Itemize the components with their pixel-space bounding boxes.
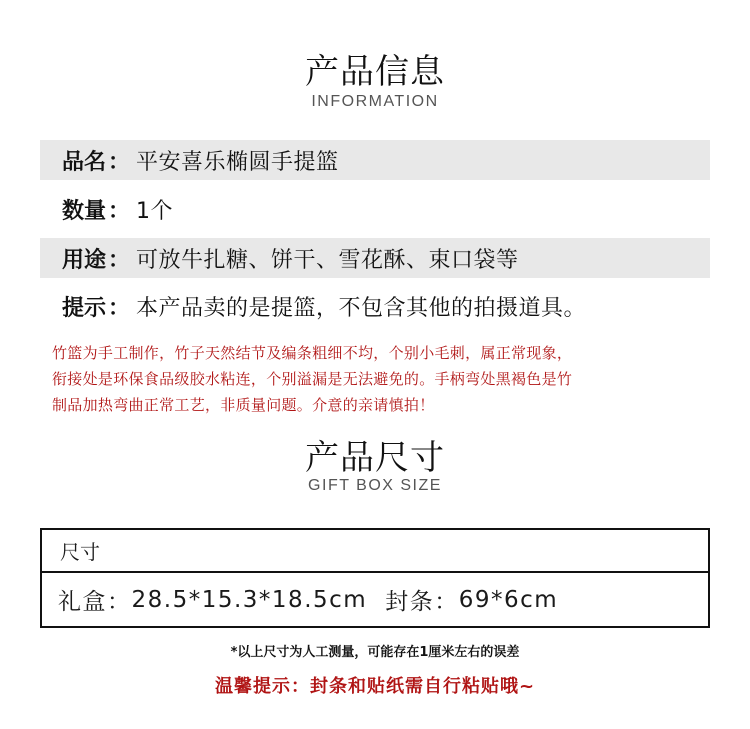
- warm-reminder: 温馨提示：封条和贴纸需自行粘贴哦~: [214, 676, 536, 697]
- measurement-footnote: *以上尺寸为人工测量，可能存在1厘米左右的误差: [230, 645, 520, 660]
- info-label: 品名: [62, 149, 107, 175]
- info-value: 平安喜乐椭圆手提篮: [136, 149, 339, 175]
- info-section-subtitle: INFORMATION: [311, 93, 439, 110]
- notice-line: 制品加热弯曲正常工艺，非质量问题。介意的亲请慎拍！: [52, 396, 435, 414]
- info-separator: ：: [108, 149, 131, 175]
- info-separator: ：: [108, 247, 131, 273]
- info-label: 数量: [62, 198, 107, 224]
- info-row-tip: [40, 286, 710, 326]
- info-value: 本产品卖的是提篮，不包含其他的拍摄道具。: [136, 295, 587, 321]
- size-section-subtitle: GIFT BOX SIZE: [308, 477, 442, 494]
- info-label: 用途: [62, 247, 107, 273]
- seal-label: 封条：: [385, 589, 459, 615]
- info-label: 提示: [62, 295, 107, 321]
- info-row-name: [40, 140, 710, 180]
- info-section-title: 产品信息: [305, 52, 445, 92]
- info-separator: ：: [108, 198, 131, 224]
- size-section-title: 产品尺寸: [305, 438, 445, 478]
- info-row-usage: [40, 238, 710, 278]
- gift-box-label: 礼盒：: [58, 589, 132, 615]
- info-row-quantity: [40, 189, 710, 229]
- gift-box-value: 28.5*15.3*18.5cm: [131, 586, 368, 613]
- notice-line: 竹篮为手工制作，竹子天然结节及编条粗细不均，个别小毛刺，属正常现象，: [52, 344, 573, 362]
- size-table: [40, 528, 710, 628]
- notice-line: 衔接处是环保食品级胶水粘连，个别溢漏是无法避免的。手柄弯处黑褐色是竹: [52, 370, 573, 388]
- size-table-header: 尺寸: [42, 530, 708, 573]
- info-value: 可放牛扎糖、饼干、雪花酥、束口袋等: [136, 247, 519, 273]
- info-separator: ：: [108, 295, 131, 321]
- seal-value: 69*6cm: [458, 586, 559, 613]
- size-table-row: [42, 573, 708, 626]
- craft-notice: [52, 340, 712, 418]
- info-value: 1个: [136, 198, 174, 224]
